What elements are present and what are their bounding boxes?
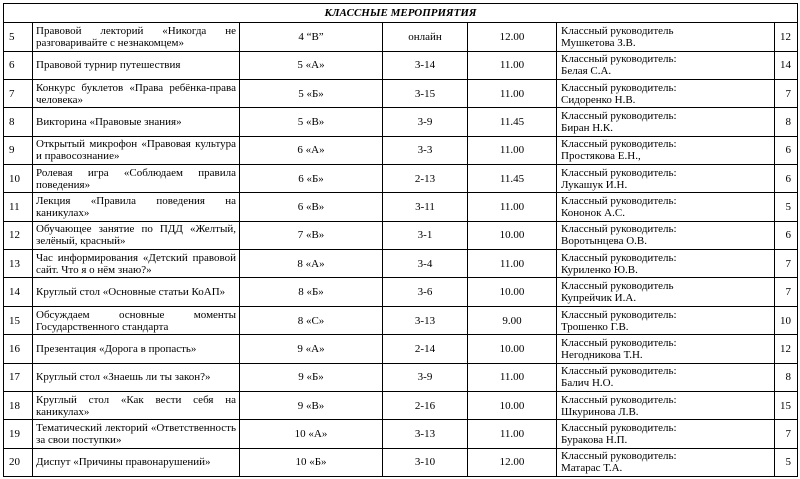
responsible-role: Классный руководитель xyxy=(561,24,674,37)
row-number: 14 xyxy=(4,278,33,306)
responsible-role: Классный руководитель: xyxy=(561,53,677,66)
room: 3-11 xyxy=(383,193,468,221)
room: онлайн xyxy=(383,23,468,51)
row-number: 10 xyxy=(4,165,33,193)
responsible xyxy=(557,221,775,249)
time: 11.00 xyxy=(468,250,557,278)
event-name: Правовой лекторий «Никогда не разговаривайте с незнакомцем» xyxy=(33,23,240,51)
class-name: 10 «А» xyxy=(240,420,383,448)
time: 10.00 xyxy=(468,278,557,306)
table-row xyxy=(4,448,798,476)
event-name: Круглый стол «Знаешь ли ты закон?» xyxy=(33,363,240,391)
participant-count: 14 xyxy=(775,51,798,79)
time: 11.45 xyxy=(468,108,557,136)
class-name: 4 “В” xyxy=(240,23,383,51)
responsible-person: Куриленко Ю.В. xyxy=(561,263,638,276)
class-name: 8 «А» xyxy=(240,250,383,278)
event-name: Круглый стол «Основные статьи КоАП» xyxy=(33,278,240,306)
responsible xyxy=(557,306,775,334)
responsible-person: Кононок А.С. xyxy=(561,207,625,220)
event-name: Обучающее занятие по ПДД «Желтый, зелёный, красный» xyxy=(33,221,240,249)
row-number: 20 xyxy=(4,448,33,476)
responsible xyxy=(557,363,775,391)
table-row xyxy=(4,363,798,391)
class-name: 5 «А» xyxy=(240,51,383,79)
room: 3-10 xyxy=(383,448,468,476)
responsible-role: Классный руководитель: xyxy=(561,308,677,321)
time: 11.00 xyxy=(468,51,557,79)
responsible-person: Лукашук И.Н. xyxy=(561,178,628,191)
room: 3-1 xyxy=(383,221,468,249)
room: 3-9 xyxy=(383,363,468,391)
responsible-person: Мушкетова З.В. xyxy=(561,36,636,49)
responsible-role: Классный руководитель: xyxy=(561,138,677,151)
table-row xyxy=(4,165,798,193)
room: 3-3 xyxy=(383,136,468,164)
class-name: 6 «А» xyxy=(240,136,383,164)
row-number: 19 xyxy=(4,420,33,448)
table-row xyxy=(4,136,798,164)
responsible xyxy=(557,448,775,476)
table-row xyxy=(4,391,798,419)
row-number: 15 xyxy=(4,306,33,334)
event-name: Обсуждаем основные моменты Государственного стандарта xyxy=(33,306,240,334)
room: 2-16 xyxy=(383,391,468,419)
time: 9.00 xyxy=(468,306,557,334)
table-row xyxy=(4,221,798,249)
time: 10.00 xyxy=(468,221,557,249)
participant-count: 8 xyxy=(775,108,798,136)
room: 2-14 xyxy=(383,335,468,363)
participant-count: 7 xyxy=(775,250,798,278)
responsible-role: Классный руководитель: xyxy=(561,195,677,208)
room: 2-13 xyxy=(383,165,468,193)
event-name: Презентация «Дорога в пропасть» xyxy=(33,335,240,363)
table-row xyxy=(4,335,798,363)
responsible-person: Балич Н.О. xyxy=(561,377,614,390)
event-name: Лекция «Правила поведения на каникулах» xyxy=(33,193,240,221)
responsible-role: Классный руководитель: xyxy=(561,223,677,236)
responsible-role: Классный руководитель: xyxy=(561,365,677,378)
row-number: 7 xyxy=(4,79,33,107)
responsible-person: Негодникова Т.Н. xyxy=(561,348,643,361)
class-name: 9 «А» xyxy=(240,335,383,363)
row-number: 13 xyxy=(4,250,33,278)
room: 3-13 xyxy=(383,420,468,448)
time: 11.00 xyxy=(468,193,557,221)
class-name: 9 «В» xyxy=(240,391,383,419)
participant-count: 12 xyxy=(775,335,798,363)
participant-count: 15 xyxy=(775,391,798,419)
class-name: 6 «Б» xyxy=(240,165,383,193)
time: 10.00 xyxy=(468,335,557,363)
time: 11.00 xyxy=(468,136,557,164)
participant-count: 7 xyxy=(775,79,798,107)
participant-count: 5 xyxy=(775,193,798,221)
class-name: 8 «Б» xyxy=(240,278,383,306)
responsible-person: Трошенко Г.В. xyxy=(561,320,629,333)
row-number: 5 xyxy=(4,23,33,51)
table-header-row xyxy=(4,4,798,23)
participant-count: 12 xyxy=(775,23,798,51)
event-name: Час информирования «Детский правовой сайт. Что я о нём знаю?» xyxy=(33,250,240,278)
responsible xyxy=(557,391,775,419)
table-row xyxy=(4,250,798,278)
participant-count: 8 xyxy=(775,363,798,391)
row-number: 18 xyxy=(4,391,33,419)
room: 3-15 xyxy=(383,79,468,107)
room: 3-6 xyxy=(383,278,468,306)
class-name: 7 «В» xyxy=(240,221,383,249)
participant-count: 7 xyxy=(775,420,798,448)
row-number: 9 xyxy=(4,136,33,164)
table-row xyxy=(4,193,798,221)
table-row xyxy=(4,51,798,79)
responsible-role: Классный руководитель: xyxy=(561,450,677,463)
room: 3-14 xyxy=(383,51,468,79)
participant-count: 6 xyxy=(775,136,798,164)
responsible-role: Классный руководитель: xyxy=(561,421,677,434)
row-number: 8 xyxy=(4,108,33,136)
responsible xyxy=(557,136,775,164)
class-name: 6 «В» xyxy=(240,193,383,221)
responsible xyxy=(557,51,775,79)
responsible-person: Простякова Е.Н., xyxy=(561,150,641,163)
event-name: Конкурс буклетов «Права ребёнка-права человека» xyxy=(33,79,240,107)
events-table xyxy=(3,3,798,477)
responsible xyxy=(557,23,775,51)
responsible-role: Классный руководитель: xyxy=(561,336,677,349)
time: 11.00 xyxy=(468,79,557,107)
room: 3-4 xyxy=(383,250,468,278)
time: 12.00 xyxy=(468,23,557,51)
class-name: 5 «В» xyxy=(240,108,383,136)
responsible xyxy=(557,420,775,448)
responsible-person: Купрейчик И.А. xyxy=(561,292,637,305)
room: 3-9 xyxy=(383,108,468,136)
participant-count: 7 xyxy=(775,278,798,306)
table-row xyxy=(4,23,798,51)
time: 11.00 xyxy=(468,420,557,448)
responsible-person: Белая С.А. xyxy=(561,65,612,78)
event-name: Викторина «Правовые знания» xyxy=(33,108,240,136)
row-number: 12 xyxy=(4,221,33,249)
time: 11.45 xyxy=(468,165,557,193)
responsible xyxy=(557,79,775,107)
room: 3-13 xyxy=(383,306,468,334)
responsible-person: Сидоренко Н.В. xyxy=(561,93,636,106)
table-row xyxy=(4,306,798,334)
responsible-person: Шкуринова Л.В. xyxy=(561,405,639,418)
event-name: Ролевая игра «Соблюдаем правила поведения» xyxy=(33,165,240,193)
time: 10.00 xyxy=(468,391,557,419)
table-row xyxy=(4,108,798,136)
row-number: 16 xyxy=(4,335,33,363)
responsible xyxy=(557,250,775,278)
class-name: 8 «С» xyxy=(240,306,383,334)
row-number: 11 xyxy=(4,193,33,221)
responsible-person: Воротынцева О.В. xyxy=(561,235,648,248)
participant-count: 5 xyxy=(775,448,798,476)
responsible-role: Классный руководитель: xyxy=(561,251,677,264)
participant-count: 10 xyxy=(775,306,798,334)
responsible xyxy=(557,165,775,193)
responsible xyxy=(557,193,775,221)
event-name: Тематический лекторий «Ответственность за свои поступки» xyxy=(33,420,240,448)
time: 12.00 xyxy=(468,448,557,476)
table-row xyxy=(4,420,798,448)
section-title: КЛАССНЫЕ МЕРОПРИЯТИЯ xyxy=(4,4,798,23)
event-name: Открытый микрофон «Правовая культура и правосознание» xyxy=(33,136,240,164)
responsible xyxy=(557,108,775,136)
class-name: 5 «Б» xyxy=(240,79,383,107)
class-name: 10 «Б» xyxy=(240,448,383,476)
responsible-person: Матарас Т.А. xyxy=(561,462,623,475)
responsible xyxy=(557,278,775,306)
event-name: Круглый стол «Как вести себя на каникулах» xyxy=(33,391,240,419)
responsible-role: Классный руководитель: xyxy=(561,393,677,406)
row-number: 17 xyxy=(4,363,33,391)
responsible-role: Классный руководитель xyxy=(561,280,674,293)
responsible-role: Классный руководитель: xyxy=(561,81,677,94)
time: 11.00 xyxy=(468,363,557,391)
table-row xyxy=(4,278,798,306)
event-name: Диспут «Причины правонарушений» xyxy=(33,448,240,476)
responsible-role: Классный руководитель: xyxy=(561,166,677,179)
responsible-role: Классный руководитель: xyxy=(561,109,677,122)
event-name: Правовой турнир путешествия xyxy=(33,51,240,79)
participant-count: 6 xyxy=(775,165,798,193)
row-number: 6 xyxy=(4,51,33,79)
responsible xyxy=(557,335,775,363)
table-row xyxy=(4,79,798,107)
participant-count: 6 xyxy=(775,221,798,249)
responsible-person: Буракова Н.П. xyxy=(561,433,628,446)
class-name: 9 «Б» xyxy=(240,363,383,391)
responsible-person: Биран Н.К. xyxy=(561,121,614,134)
